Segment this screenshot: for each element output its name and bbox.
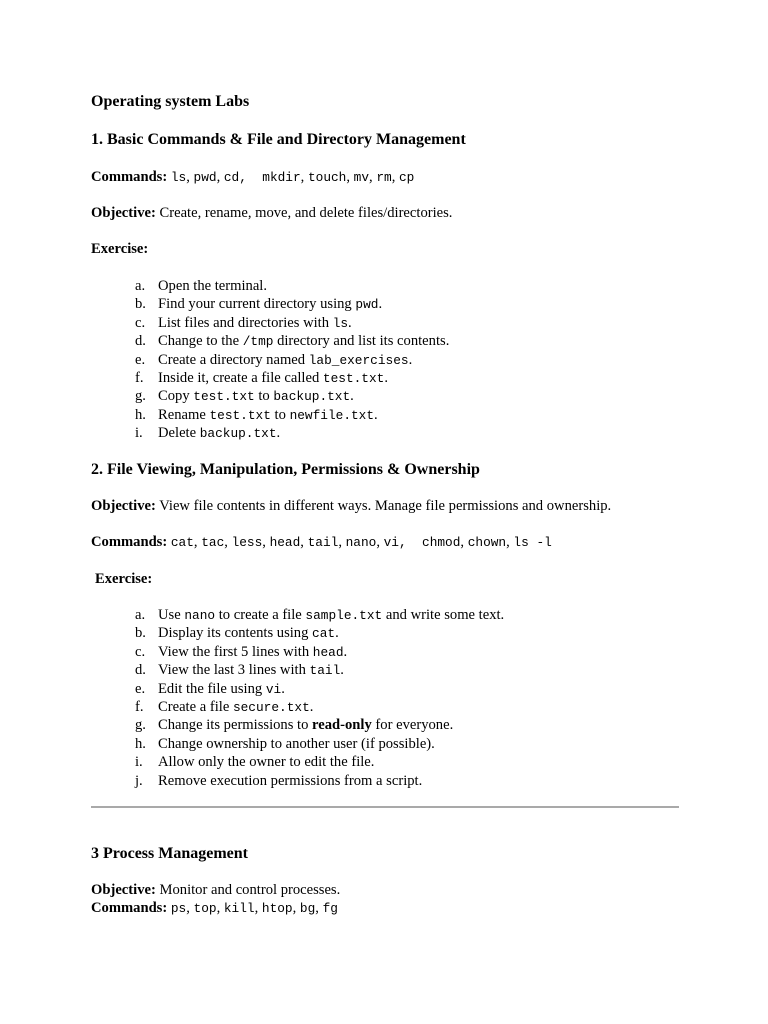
exercise-text: List files and directories with ls. — [158, 314, 352, 331]
command-code: pwd — [193, 170, 217, 185]
list-marker: a. — [135, 278, 146, 294]
section-3-heading: 3 Process Management — [91, 845, 248, 862]
section-divider — [91, 806, 679, 808]
exercise-text: Allow only the owner to edit the file. — [158, 754, 375, 771]
section-1-heading: 1. Basic Commands & File and Directory Management — [91, 131, 466, 148]
list-marker: c. — [135, 314, 146, 331]
command-code: mv — [353, 170, 370, 185]
exercise-text: Copy test.txt to backup.txt. — [158, 388, 354, 405]
command-code: less — [231, 535, 263, 550]
command-code: tail — [307, 535, 339, 550]
command-code: kill — [223, 901, 255, 916]
exercise-text: Inside it, create a file called test.txt. — [158, 369, 388, 386]
command-code: htop — [261, 901, 293, 916]
list-marker: h. — [135, 406, 146, 423]
command-code: cat — [170, 535, 194, 550]
command-code: cd, mkdir — [223, 170, 301, 185]
exercise-text: Delete backup.txt. — [158, 425, 281, 442]
list-marker: h. — [135, 735, 146, 752]
list-marker: i. — [135, 754, 143, 771]
command-code: head — [269, 535, 301, 550]
commands-label: Commands: — [91, 534, 168, 550]
list-marker: e. — [135, 351, 146, 368]
command-code: ls -l — [513, 535, 552, 550]
list-marker: g. — [135, 388, 146, 405]
exercise-text: Change to the /tmp directory and list its contents. — [158, 333, 450, 350]
list-marker: c. — [135, 643, 146, 660]
exercise-text: Change ownership to another user (if possible). — [158, 735, 435, 752]
section-2-exercise-label: Exercise: — [95, 571, 153, 587]
list-marker: a. — [135, 607, 146, 623]
exercise-text: Use nano to create a file sample.txt and write some text. — [158, 607, 505, 623]
commands-label: Commands: — [91, 169, 168, 185]
exercise-text: Create a directory named lab_exercises. — [158, 351, 413, 368]
section-1-commands: Commands: ls, pwd, cd, mkdir, touch, mv, rm, cp — [91, 169, 415, 185]
command-code: bg — [299, 901, 316, 916]
command-code: fg — [322, 901, 338, 916]
list-marker: b. — [135, 625, 146, 642]
section-1-objective — [91, 205, 452, 222]
section-2-objective — [91, 498, 611, 515]
list-marker: f. — [135, 369, 144, 386]
exercise-text: View the first 5 lines with head. — [158, 643, 348, 660]
section-3-commands: Commands: ps, top, kill, htop, bg, fg — [91, 900, 338, 916]
objective-label: Objective: — [91, 498, 156, 514]
section-2-commands: Commands: cat, tac, less, head, tail, nano, vi, chmod, chown, ls -l — [91, 534, 552, 550]
exercise-text: Create a file secure.txt. — [158, 698, 314, 715]
list-marker: j. — [135, 772, 143, 789]
command-code: top — [193, 901, 217, 916]
list-marker: e. — [135, 680, 146, 697]
exercise-text: Remove execution permissions from a script. — [158, 772, 423, 789]
exercise-text: Find your current directory using pwd. — [158, 296, 383, 313]
exercise-text: Rename test.txt to newfile.txt. — [158, 406, 378, 423]
command-code: nano — [345, 535, 377, 550]
list-marker: b. — [135, 296, 146, 313]
objective-text: Create, rename, move, and delete files/directories. — [159, 205, 453, 221]
exercise-text: View the last 3 lines with tail. — [158, 662, 344, 679]
command-code: chown — [467, 535, 507, 550]
command-code: touch — [307, 170, 347, 185]
document-title: Operating system Labs — [91, 93, 250, 110]
commands-label: Commands: — [91, 900, 168, 916]
command-code: rm — [376, 170, 392, 185]
exercise-text: Change its permissions to read-only for everyone. — [158, 717, 454, 734]
command-code: ls — [170, 170, 187, 185]
section-1-exercise-label: Exercise: — [91, 241, 149, 257]
exercise-text: Open the terminal. — [158, 278, 268, 294]
objective-text: Monitor and control processes. — [159, 882, 341, 898]
objective-label: Objective: — [91, 882, 156, 898]
command-code: cp — [398, 170, 415, 185]
exercise-text: Display its contents using cat. — [158, 625, 339, 642]
objective-label: Objective: — [91, 205, 156, 221]
list-marker: f. — [135, 698, 144, 715]
exercise-text: Edit the file using vi. — [158, 680, 285, 697]
objective-text: View file contents in different ways. Manage file permissions and ownership. — [159, 498, 612, 514]
list-marker: i. — [135, 425, 143, 442]
list-marker: d. — [135, 333, 146, 350]
command-code: tac — [201, 535, 225, 550]
section-3-objective — [91, 882, 340, 899]
section-2-heading: 2. File Viewing, Manipulation, Permissions & Ownership — [91, 461, 480, 478]
command-code: vi, chmod — [383, 535, 461, 550]
list-marker: g. — [135, 717, 146, 734]
command-code: ps — [170, 901, 187, 916]
list-marker: d. — [135, 662, 146, 679]
